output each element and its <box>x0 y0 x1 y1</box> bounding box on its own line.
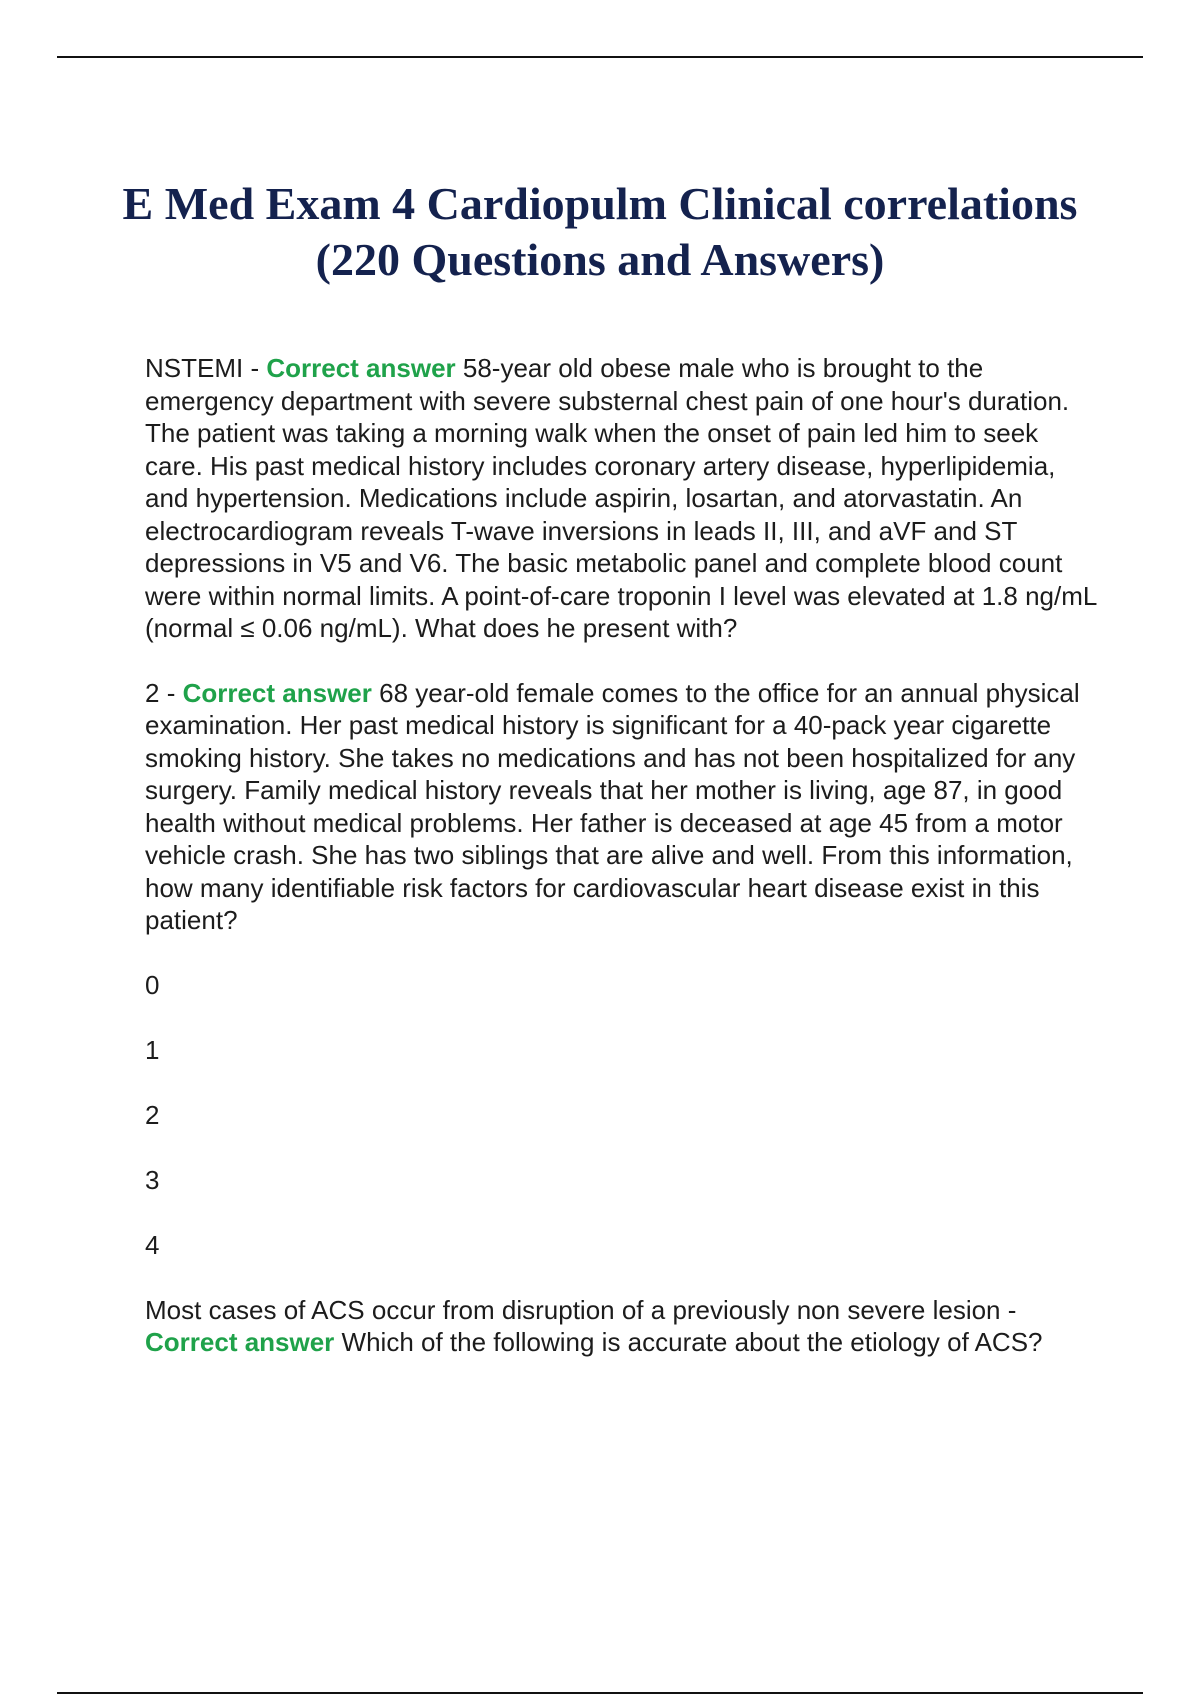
qa-term: Most cases of ACS occur from disruption of a previously non severe lesion <box>145 1294 1001 1325</box>
correct-answer-label: Correct answer <box>145 1327 335 1357</box>
qa-term: 2 <box>145 677 160 708</box>
correct-answer-label: Correct answer <box>266 353 456 383</box>
qa-entry-risk-factors <box>145 677 1100 937</box>
answer-option: 0 <box>145 969 160 1000</box>
bottom-rule <box>57 1692 1143 1694</box>
document-title: E Med Exam 4 Cardiopulm Clinical correlations (220 Questions and Answers) <box>122 178 1078 285</box>
qa-separator: - <box>243 353 267 383</box>
qa-entry-nstemi <box>145 352 1100 645</box>
top-rule <box>57 56 1143 58</box>
answer-option: 3 <box>145 1164 160 1195</box>
qa-separator: - <box>1000 1294 1017 1325</box>
qa-text: Which of the following is accurate about the etiology of ACS? <box>341 1327 1043 1357</box>
document-body <box>145 352 1100 1391</box>
answer-option: 1 <box>145 1034 160 1065</box>
answer-options-list <box>145 969 1100 1262</box>
correct-answer-label: Correct answer <box>182 677 372 708</box>
qa-text: 58-year old obese male who is brought to the emergency department with severe substernal chest pain of one hour's duration. The patient was taking a morning walk when the onset of pain led him to seek care. His past medical history includes coronary artery disease, hyperlipidemia, and hypertension. Medications include aspirin, losartan, and atorvastatin. An electrocardiogram reveals T-wave inversions in leads II, III, and aVF and ST depressions in V5 and V6. The basic metabolic panel and complete blood count were within normal limits. A point-of-care troponin I level was elevated at 1.8 ng/mL (normal ≤ 0.06 ng/mL). What does he present with? <box>145 353 1097 643</box>
qa-separator: - <box>159 677 183 708</box>
qa-term: NSTEMI <box>145 353 244 383</box>
answer-option: 2 <box>145 1099 160 1130</box>
qa-text: 68 year-old female comes to the office for an annual physical examination. Her past medical history is significant for a 40-pack year cigarette smoking history. She takes no medications and has not been hospitalized for any surgery. Family medical history reveals that her mother is living, age 87, in good health without medical problems. Her father is deceased at age 45 from a motor vehicle crash. She has two siblings that are alive and well. From this information, how many identifiable risk factors for cardiovascular heart disease exist in this patient? <box>145 677 1080 935</box>
qa-entry-acs-etiology <box>145 1294 1100 1359</box>
answer-option: 4 <box>145 1229 160 1260</box>
